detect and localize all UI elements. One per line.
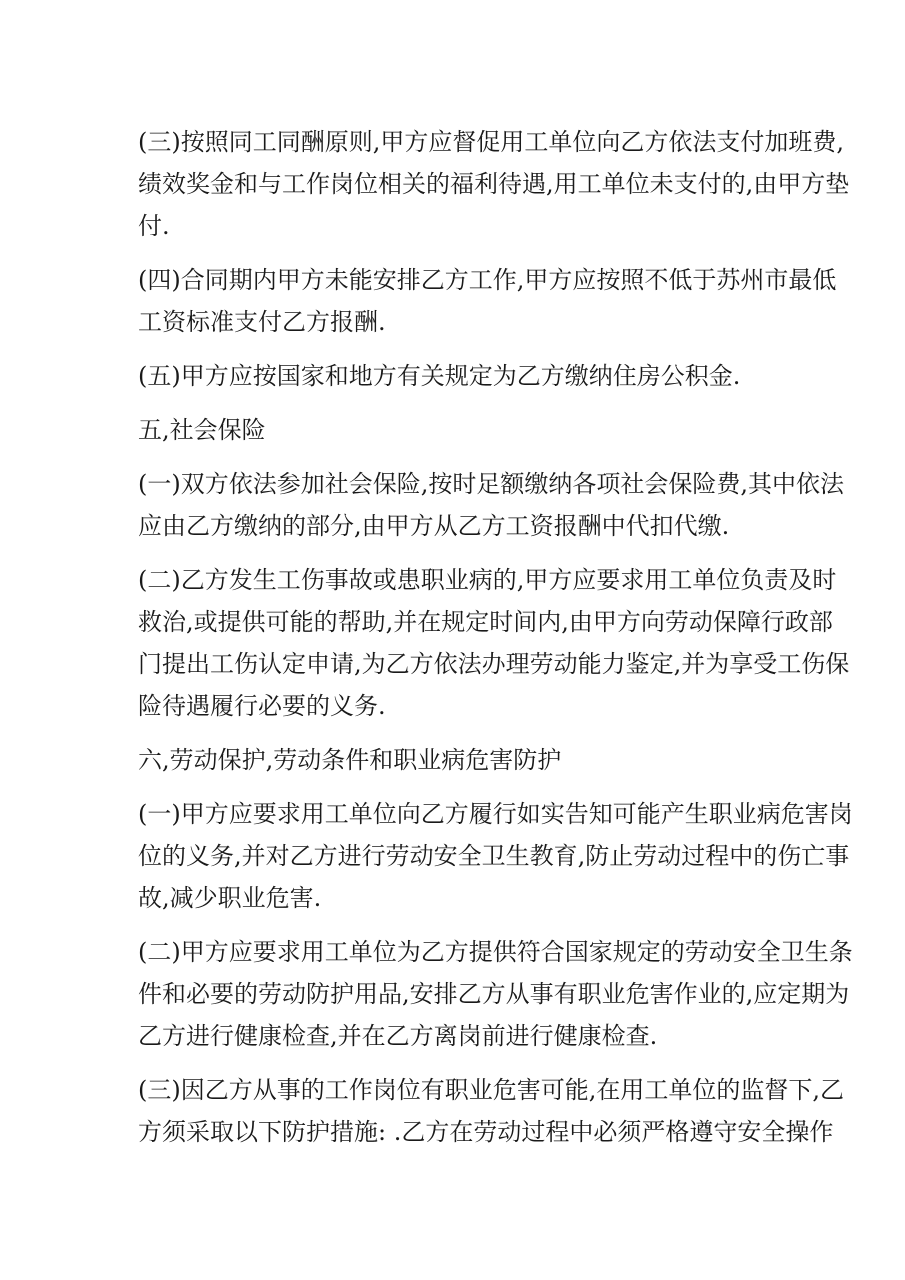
paragraph-housing-fund xyxy=(138,355,778,397)
text-line: 故,减少职业危害. xyxy=(138,884,322,912)
paragraph-protective-measures xyxy=(138,1069,844,1153)
section-heading-labor-protection xyxy=(138,739,778,781)
paragraph-insurance-contribution xyxy=(138,463,844,547)
paragraph-minimum-wage xyxy=(138,259,837,343)
text-line: 工资标准支付乙方报酬. xyxy=(138,308,386,336)
heading-line: 六,劳动保护,劳动条件和职业病危害防护 xyxy=(138,746,562,774)
paragraph-hazard-notice xyxy=(138,793,853,919)
text-line: (四)合同期内甲方未能安排乙方工作,甲方应按照不低于苏州市最低 xyxy=(138,266,837,294)
paragraph-safety-conditions xyxy=(138,931,853,1057)
heading-line: 五,社会保险 xyxy=(138,416,266,444)
text-line: 救治,或提供可能的帮助,并在规定时间内,由甲方向劳动保障行政部 xyxy=(138,608,833,636)
paragraph-equal-pay xyxy=(138,121,850,247)
text-line: 应由乙方缴纳的部分,由甲方从乙方工资报酬中代扣代缴. xyxy=(138,512,730,540)
text-line: (三)按照同工同酬原则,甲方应督促用工单位向乙方依法支付加班费, xyxy=(138,128,844,156)
section-heading-social-insurance xyxy=(138,409,778,451)
text-line: 位的义务,并对乙方进行劳动安全卫生教育,防止劳动过程中的伤亡事 xyxy=(138,842,850,870)
text-line: 险待遇履行必要的义务. xyxy=(138,692,386,720)
text-line: 绩效奖金和与工作岗位相关的福利待遇,用工单位未支付的,由甲方垫 xyxy=(138,170,850,198)
text-line: (五)甲方应按国家和地方有关规定为乙方缴纳住房公积金. xyxy=(138,362,741,390)
document-body xyxy=(138,121,853,1165)
paragraph-work-injury xyxy=(138,559,850,727)
text-line: 件和必要的劳动防护用品,安排乙方从事有职业危害作业的,应定期为 xyxy=(138,980,850,1008)
text-line: 乙方进行健康检查,并在乙方离岗前进行健康检查. xyxy=(138,1022,658,1050)
text-line: 付. xyxy=(138,212,170,240)
text-line: (一)甲方应要求用工单位向乙方履行如实告知可能产生职业病危害岗 xyxy=(138,800,853,828)
text-line: (一)双方依法参加社会保险,按时足额缴纳各项社会保险费,其中依法 xyxy=(138,470,844,498)
text-line: (二)乙方发生工伤事故或患职业病的,甲方应要求用工单位负责及时 xyxy=(138,566,837,594)
text-line: (二)甲方应要求用工单位为乙方提供符合国家规定的劳动安全卫生条 xyxy=(138,938,853,966)
text-line: (三)因乙方从事的工作岗位有职业危害可能,在用工单位的监督下,乙 xyxy=(138,1076,844,1104)
text-line: 门提出工伤认定申请,为乙方依法办理劳动能力鉴定,并为享受工伤保 xyxy=(138,650,850,678)
text-line: 方须采取以下防护措施: .乙方在劳动过程中必须严格遵守安全操作 xyxy=(138,1118,834,1146)
